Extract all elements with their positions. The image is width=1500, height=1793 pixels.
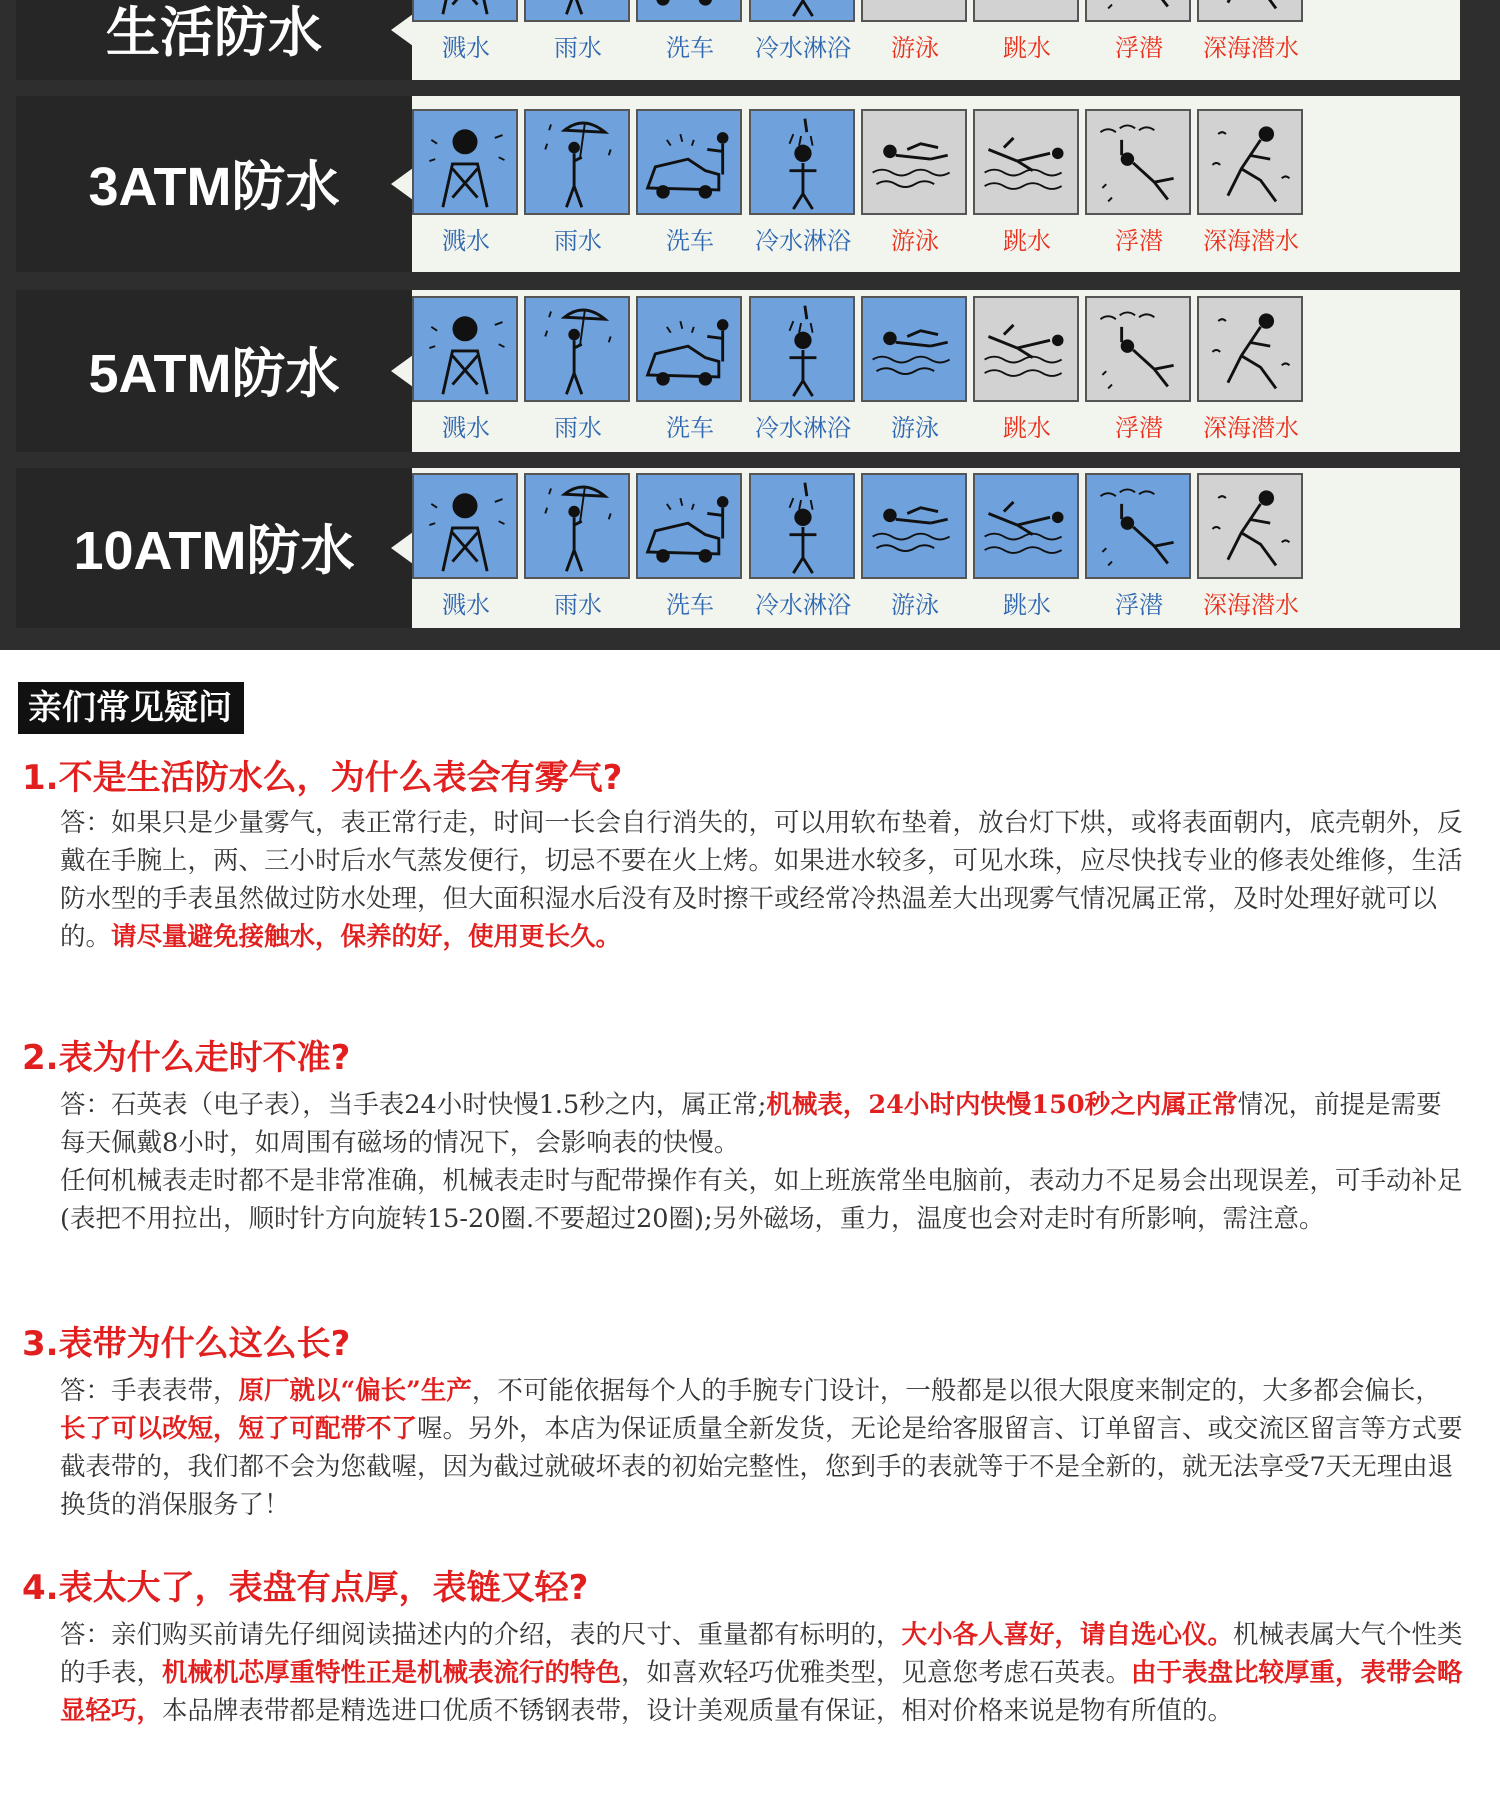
- activity-label: 游泳: [891, 227, 939, 255]
- activity-grid: [412, 290, 1460, 452]
- faq-question: 3.表带为什么这么长?: [22, 1324, 351, 1364]
- waterproof-level-text: 10ATM防水: [73, 520, 355, 581]
- answer-text: ，不可能依据每个人的手腕专门设计，一般都是以很大限度来制定的，大多都会偏长，: [471, 1376, 1441, 1406]
- activity-cell: [1177, 0, 1305, 80]
- diving-icon: [973, 473, 1079, 579]
- diving-icon: [973, 109, 1079, 215]
- faq-answer: [60, 1616, 1465, 1730]
- answer-highlight: 长了可以改短，短了可配带不了: [60, 1414, 418, 1444]
- activity-cell: [504, 282, 632, 460]
- answer-text: 任何机械表走时都不是非常准确，机械表走时与配带操作有关，如上班族常坐电脑前，表动力不足易会出现误差，可手动补足(表把不用拉出，顺时针方向旋转15-20圈.不要超过20圈);另外磁场，重力，温度也会对走时有所影响，需注意。: [60, 1166, 1463, 1234]
- activity-label: 洗车: [666, 591, 714, 619]
- answer-highlight: 由于表盘比较厚重，表带会略显轻巧，: [60, 1658, 1463, 1726]
- faq-answer: [60, 804, 1465, 956]
- activity-cell: [953, 0, 1081, 80]
- activity-cell: [392, 0, 520, 80]
- waterproof-level-label: [16, 0, 412, 80]
- deep-sea-diving-icon: [1197, 109, 1303, 215]
- splash-icon: [412, 109, 518, 215]
- activity-cell: [953, 459, 1081, 637]
- splash-icon: [412, 0, 518, 22]
- rain-umbrella-icon: [524, 296, 630, 402]
- activity-label: 冷水淋浴: [755, 591, 851, 619]
- answer-text: 情况，前提是需要每天佩戴8小时，如周围有磁场的情况下，会影响表的快慢。: [60, 1090, 1442, 1158]
- activity-cell: [616, 95, 744, 273]
- activity-cell: [1177, 459, 1305, 637]
- activity-cell: [729, 459, 857, 637]
- activity-cell: [616, 459, 744, 637]
- shower-icon: [749, 0, 855, 22]
- activity-cell: [504, 0, 632, 80]
- rain-umbrella-icon: [524, 0, 630, 22]
- activity-label: 游泳: [891, 591, 939, 619]
- waterproof-level-label: [16, 290, 412, 452]
- faq-section: [0, 658, 1500, 1793]
- activity-label: 跳水: [1003, 591, 1051, 619]
- activity-cell: [953, 282, 1081, 460]
- car-wash-icon: [636, 109, 742, 215]
- waterproof-level-text: 5ATM防水: [88, 343, 340, 404]
- activity-cell: [729, 282, 857, 460]
- waterproof-level-label: [16, 96, 412, 272]
- activity-label: 溅水: [442, 591, 490, 619]
- activity-grid: [412, 468, 1460, 628]
- activity-cell: [1065, 0, 1193, 80]
- activity-label: 深海潜水: [1203, 34, 1299, 62]
- activity-cell: [1177, 282, 1305, 460]
- answer-text: 本品牌表带都是精选进口优质不锈钢表带，设计美观质量有保证，相对价格来说是物有所值的。: [162, 1696, 1234, 1726]
- activity-label: 洗车: [666, 227, 714, 255]
- answer-highlight: 机械机芯厚重特性正是机械表流行的特色: [162, 1658, 622, 1688]
- activity-cell: [953, 95, 1081, 273]
- waterproof-level-text: 3ATM防水: [88, 156, 340, 217]
- faq-question: 4.表太大了，表盘有点厚，表链又轻?: [22, 1568, 589, 1608]
- faq-question: 2.表为什么走时不准?: [22, 1038, 351, 1078]
- waterproof-level-text: 生活防水: [106, 2, 322, 63]
- diving-icon: [973, 296, 1079, 402]
- activity-label: 雨水: [554, 591, 602, 619]
- activity-label: 溅水: [442, 414, 490, 442]
- answer-text: 答：亲们购买前请先仔细阅读描述内的介绍，表的尺寸、重量都有标明的，: [60, 1620, 902, 1650]
- activity-label: 深海潜水: [1203, 414, 1299, 442]
- waterproof-rating-chart: [0, 0, 1500, 650]
- activity-cell: [841, 459, 969, 637]
- activity-cell: [616, 282, 744, 460]
- activity-label: 溅水: [442, 227, 490, 255]
- answer-text: 机械表属大气个性类的手表，: [60, 1620, 1463, 1688]
- snorkeling-icon: [1085, 473, 1191, 579]
- activity-cell: [504, 459, 632, 637]
- snorkeling-icon: [1085, 296, 1191, 402]
- swimming-icon: [861, 109, 967, 215]
- activity-cell: [841, 282, 969, 460]
- activity-label: 跳水: [1003, 414, 1051, 442]
- activity-cell: [1065, 459, 1193, 637]
- activity-label: 浮潜: [1115, 34, 1163, 62]
- activity-grid: [412, 0, 1460, 80]
- snorkeling-icon: [1085, 0, 1191, 22]
- activity-label: 浮潜: [1115, 591, 1163, 619]
- answer-highlight: 机械表，24小时内快慢150秒之内属正常: [766, 1090, 1238, 1120]
- activity-grid: [412, 96, 1460, 272]
- activity-cell: [392, 459, 520, 637]
- splash-icon: [412, 296, 518, 402]
- activity-label: 冷水淋浴: [755, 227, 851, 255]
- activity-label: 跳水: [1003, 227, 1051, 255]
- activity-cell: [1065, 95, 1193, 273]
- answer-highlight: 原厂就以“偏长”生产: [238, 1376, 472, 1406]
- faq-title: 亲们常见疑问: [18, 682, 244, 734]
- activity-cell: [841, 95, 969, 273]
- activity-label: 冷水淋浴: [755, 414, 851, 442]
- answer-highlight: 请尽量避免接触水，保养的好，使用更长久。: [111, 922, 622, 952]
- activity-label: 浮潜: [1115, 227, 1163, 255]
- rain-umbrella-icon: [524, 473, 630, 579]
- activity-label: 雨水: [554, 34, 602, 62]
- snorkeling-icon: [1085, 109, 1191, 215]
- deep-sea-diving-icon: [1197, 296, 1303, 402]
- diving-icon: [973, 0, 1079, 22]
- activity-cell: [1065, 282, 1193, 460]
- rain-umbrella-icon: [524, 109, 630, 215]
- shower-icon: [749, 296, 855, 402]
- car-wash-icon: [636, 0, 742, 22]
- answer-text: 答：石英表（电子表），当手表24小时快慢1.5秒之内，属正常;: [60, 1090, 767, 1120]
- swimming-icon: [861, 473, 967, 579]
- swimming-icon: [861, 296, 967, 402]
- activity-label: 游泳: [891, 414, 939, 442]
- shower-icon: [749, 473, 855, 579]
- activity-cell: [392, 282, 520, 460]
- activity-cell: [729, 95, 857, 273]
- swimming-icon: [861, 0, 967, 22]
- waterproof-row: [0, 290, 1500, 452]
- activity-label: 溅水: [442, 34, 490, 62]
- answer-text: 答：手表表带，: [60, 1376, 239, 1406]
- waterproof-row: [0, 96, 1500, 272]
- car-wash-icon: [636, 473, 742, 579]
- answer-text: 喔。另外，本店为保证质量全新发货，无论是给客服留言、订单留言、或交流区留言等方式要截表带的，我们都不会为您截喔，因为截过就破坏表的初始完整性，您到手的表就等于不是全新的，就无法享受7天无理由退换货的消保服务了！: [60, 1414, 1463, 1520]
- faq-question: 1.不是生活防水么，为什么表会有雾气?: [22, 758, 623, 798]
- activity-label: 深海潜水: [1203, 227, 1299, 255]
- activity-label: 深海潜水: [1203, 591, 1299, 619]
- splash-icon: [412, 473, 518, 579]
- car-wash-icon: [636, 296, 742, 402]
- activity-cell: [841, 0, 969, 80]
- activity-cell: [504, 95, 632, 273]
- activity-label: 跳水: [1003, 34, 1051, 62]
- deep-sea-diving-icon: [1197, 0, 1303, 22]
- activity-label: 雨水: [554, 227, 602, 255]
- answer-highlight: 大小各人喜好，请自选心仪。: [901, 1620, 1234, 1650]
- answer-text: 答：如果只是少量雾气，表正常行走，时间一长会自行消失的，可以用软布垫着，放台灯下烘，或将表面朝内，底壳朝外，反戴在手腕上，两、三小时后水气蒸发便行，切忌不要在火上烤。如果进水较多，可见水珠，应尽快找专业的修表处维修，生活防水型的手表虽然做过防水处理，但大面积湿水后没有及时擦干或经常冷热温差大出现雾气情况属正常，及时处理好就可以的。: [60, 808, 1463, 952]
- activity-label: 洗车: [666, 34, 714, 62]
- waterproof-row: [0, 0, 1500, 80]
- activity-label: 雨水: [554, 414, 602, 442]
- faq-answer: [60, 1372, 1465, 1524]
- activity-label: 冷水淋浴: [755, 34, 851, 62]
- activity-label: 浮潜: [1115, 414, 1163, 442]
- activity-label: 游泳: [891, 34, 939, 62]
- waterproof-row: [0, 468, 1500, 628]
- activity-cell: [729, 0, 857, 80]
- shower-icon: [749, 109, 855, 215]
- answer-text: ，如喜欢轻巧优雅类型，见意您考虑石英表。: [621, 1658, 1132, 1688]
- activity-cell: [1177, 95, 1305, 273]
- waterproof-level-label: [16, 468, 412, 628]
- activity-cell: [392, 95, 520, 273]
- deep-sea-diving-icon: [1197, 473, 1303, 579]
- activity-cell: [616, 0, 744, 80]
- activity-label: 洗车: [666, 414, 714, 442]
- faq-answer: [60, 1086, 1465, 1238]
